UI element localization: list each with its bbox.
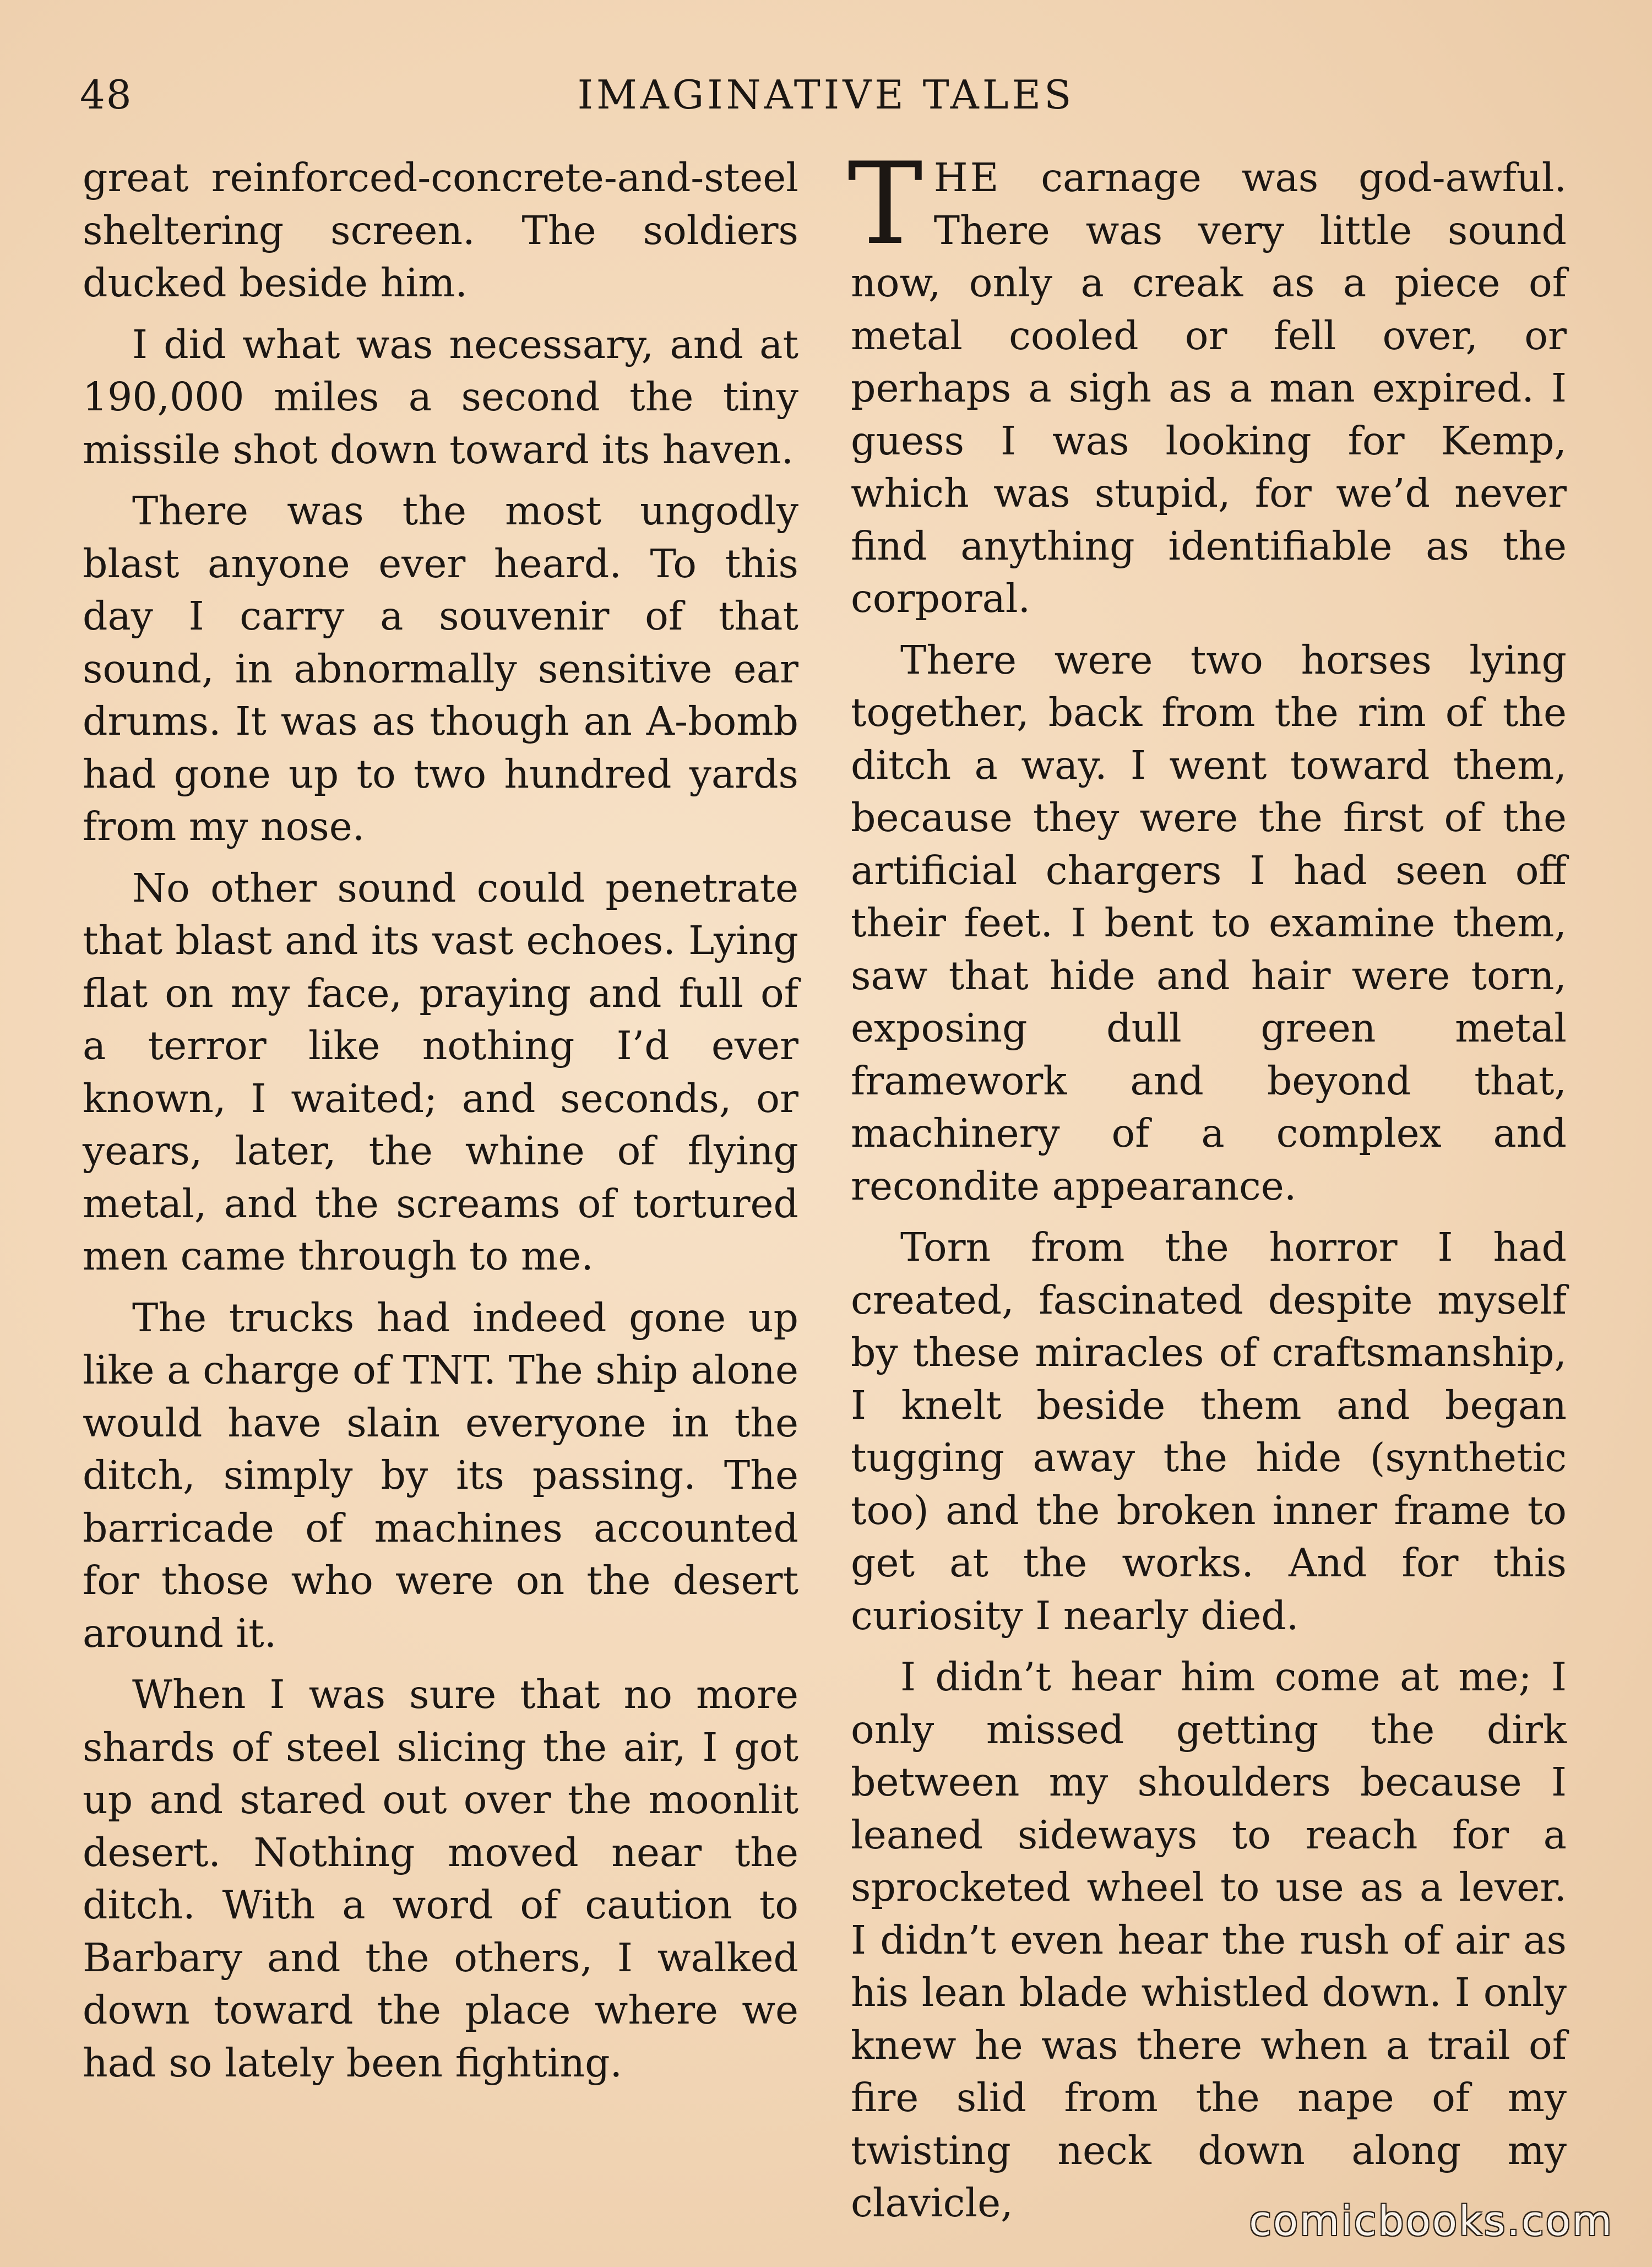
right-column bbox=[847, 139, 1567, 2238]
paragraph: I didn’t hear him come at me; I only missed getting the dirk between my shoulders because I leaned sideways to reach for a sprocketed wheel to use as a lever. I didn’t even hear the rush of air as his lean blade whistled down. I only knew he was there when a trail of fire slid from the nape of my twisting neck down along my clavicle, bbox=[851, 1654, 1567, 2226]
paragraph-text: carnage was god-awful. There was very little sound now, only a creak as a piece of metal cooled or fell over, or perhaps a sigh as a man expired. I guess I was looking for Kemp, which was stupid, for we’d never find anything identifiable as the corporal. bbox=[851, 155, 1567, 621]
paragraph: There were two horses lying together, back from the rim of the ditch a way. I went toward them, because they were the first of the artificial chargers I had seen off their feet. I bent to examine them, saw that hide and hair were torn, exposing dull green metal framework and beyond that, machinery of a complex and recondite appearance. bbox=[851, 637, 1567, 1209]
paragraph: There was the most ungodly blast anyone ever heard. To this day I carry a souvenir of that sound, in abnormally sensitive ear drums. It was as though an A-bomb had gone up to two hundred yards from my nose. bbox=[83, 488, 798, 849]
opening-paragraph bbox=[847, 139, 1567, 625]
page-header bbox=[80, 66, 1572, 127]
paragraph: The trucks had indeed gone up like a charge of TNT. The ship alone would have slain everyone in the ditch, simply by its passing. The barricade of machines accounted for those who were on the desert around it. bbox=[83, 1294, 798, 1656]
page-number: 48 bbox=[80, 72, 133, 118]
paragraph: No other sound could penetrate that blast and its vast echoes. Lying flat on my face, praying and full of a terror like nothing I’d ever known, I waited; and seconds, or years, later, the whine of flying metal, and the screams of tortured men came through to me. bbox=[83, 865, 798, 1279]
paragraph: great reinforced-concrete-and-steel sheltering screen. The soldiers ducked beside him. bbox=[83, 155, 798, 306]
paragraph: I did what was necessary, and at 190,000 miles a second the tiny missile shot down toward its haven. bbox=[83, 321, 798, 473]
paragraph: Torn from the horror I had created, fascinated despite myself by these miracles of craftsmanship, I knelt beside them and began tugging away the hide (synthetic too) and the broken inner frame to get at the works. And for this curiosity I nearly died. bbox=[851, 1224, 1567, 1639]
left-column bbox=[83, 151, 798, 2098]
running-title: IMAGINATIVE TALES bbox=[577, 72, 1075, 118]
paragraph: When I was sure that no more shards of steel slicing the air, I got up and stared out over the moonlit desert. Nothing moved near the ditch. With a word of caution to Barbary and the others, I walked down toward the place where we had so lately been fighting. bbox=[83, 1672, 798, 2086]
drop-cap-continuation: HE bbox=[933, 155, 1001, 200]
drop-cap: T bbox=[847, 139, 923, 270]
watermark: comicbooks.com bbox=[1249, 2198, 1613, 2245]
